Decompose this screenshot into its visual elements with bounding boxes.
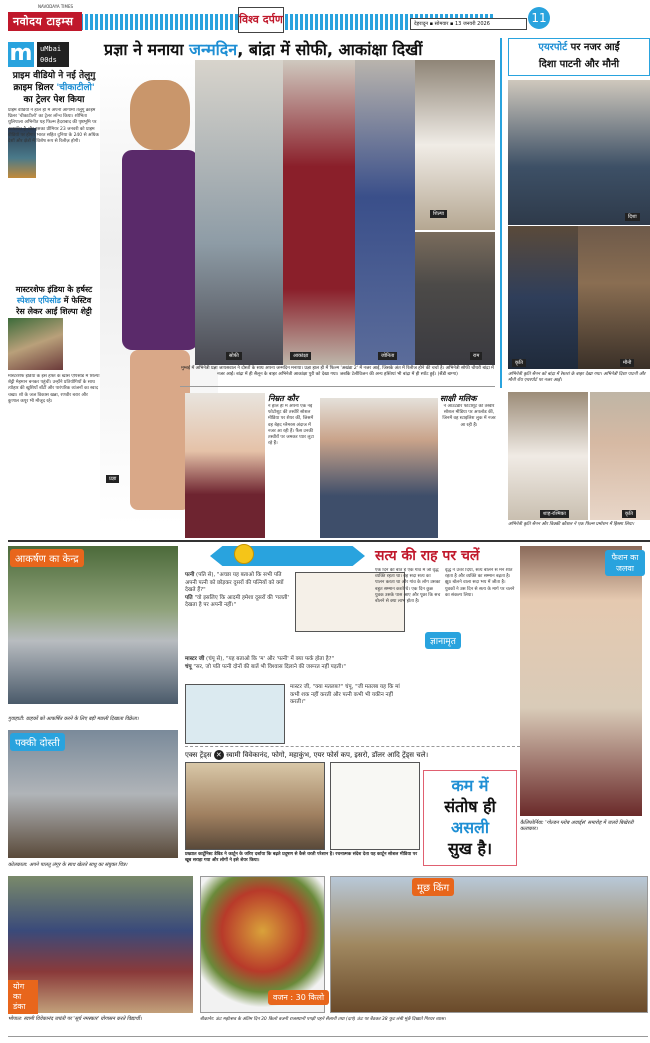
disha-photo [508, 80, 650, 225]
photo-label-kriti-premiere: कृति [622, 510, 636, 518]
yoga-tag: योग का डंका [8, 980, 38, 1014]
mumbai-badge-text: uMbai 00ds [37, 42, 69, 67]
cartoon-caption: प्रख्यात कार्टूनिस्ट डेविड ने कार्टून के जरिए दर्शाया कि बढ़ते प्रदूषण से कैसे धरती परेशान है। रचनात्मक संदेश देता यह कार्टून सोशल मीडिया पर खूब सराहा गया और लोगों ने इसे शेयर किया। [185, 852, 418, 863]
turban-tag: वजन : 30 किलो [268, 990, 329, 1005]
story2-body: मास्टरशेफ इंडिया के इस हफ्ते के खास एपिसोड में शिल्पा शेट्टी मेहमान बनकर पहुंचीं। उन्होंने प्रतियोगियों के साथ त्योहार की खुशियाँ बाँटीं और पारंपरिक व्यंजनों का स्वाद चखा। शो के जज विकास खन्ना, रणवीर बरार और कुणाल कपूर भी मौजूद रहे। [8, 374, 100, 404]
moustache-tag: मूछ किंग [412, 878, 454, 896]
joke1-speaker: पत्नी [185, 572, 195, 578]
story1-headline-highlight: 'चीकाटीलो' [56, 83, 95, 93]
main-headline [104, 38, 499, 60]
story1-headline-b: क्राइम थ्रिलर [13, 83, 54, 93]
sakshi-name: साक्षी मलिक [440, 394, 477, 403]
nimrat-name: निम्रत कौर [268, 394, 299, 403]
photo-label-sophie: सोफी [226, 352, 242, 360]
satya-col2: वृद्ध ने उत्तर दिया, सत्य बोलने से मन शांत रहता है और व्यक्ति का सम्मान बढ़ता है। झूठ बोलने वाला सदा भय में जीता है। युवकों ने उस दिन से सत्य के मार्ग पर चलने का संकल्प लिया। [445, 568, 515, 598]
photo-label-mouni: मौनी [620, 359, 634, 367]
main-headline-a: प्रज्ञा ने मनाया [104, 40, 184, 59]
airport-headline-b: दिशा पाटनी और मौनी [538, 59, 620, 70]
story1-headline-a: प्राइम वीडियो ने नई तेलुगु [12, 71, 96, 81]
airport-headline [508, 38, 650, 76]
page-number: 11 [528, 7, 550, 29]
joke2-text: "वो इसलिए कि आदमी हमेशा दूसरों की 'गलती' देखता है पर अपनी नहीं।" [185, 594, 289, 608]
sophie-photo [195, 60, 283, 365]
joke4-speaker: चंपू [185, 663, 192, 670]
joke2-speaker: पति [185, 594, 193, 601]
quote-line-4: सुख है। [447, 839, 493, 858]
photo-label-jonita: जोनिता [378, 352, 397, 360]
fish-tag: आकर्षण का केन्द्र [10, 549, 84, 567]
story2-headline-b: में फेस्टिव [63, 296, 92, 305]
joke3-text: (चंपू से), "यह बताओ कि 'म' और 'पत्नी' में क्या फर्क होता है?" [206, 656, 335, 662]
sakshi-photo [320, 398, 438, 538]
monkey-caption: कोलकाता: अपने पालतू लंगूर के साथ खेलते साधु का संयुक्त चित्र। [8, 862, 128, 868]
moustache-photo [330, 876, 648, 1013]
photo-label-akanksha: आकांक्षा [290, 352, 311, 360]
story2-headline-c: रेस लेकर आईं शिल्पा शेट्टी [16, 307, 92, 316]
joke3-speaker: मास्टर जी [185, 656, 205, 662]
photo-label-kriti: कृति [512, 359, 526, 367]
photo-credit: (सैंडी बाग्गा) [437, 372, 458, 377]
fashion-photo [520, 546, 642, 816]
masterchef-photo [8, 318, 63, 370]
photo-label-pragya: प्रज्ञा [106, 475, 119, 483]
main-story-caption-text: मुम्बई में अभिनेत्री प्रज्ञा जायसवाल ने दोस्तों के साथ अपना जन्मदिन मनाया। प्रज्ञा हाल ही में फिल्म 'अखंडा 2' में नजर आईं, जिसके अंत में रिलीज होने की चर्चा है। अभिनेत्री सोफी चौधरी बांद्रा में नजर आईं। बांद्रा में ही सैलून के बाहर अभिनेत्री आकांक्षा पुरी को देखा गया। जबकि टेलीविजन की अन्य हस्तियां भी बांद्रा में ही स्पॉट हुईं। [181, 366, 494, 377]
fashion-tag: फैशन का जलवा [605, 550, 645, 576]
ram-photo [415, 232, 495, 365]
photo-label-shah-rashmika: शाह-रश्मिका [540, 510, 569, 518]
akanksha-photo [283, 60, 355, 365]
shilpa-photo [415, 60, 495, 230]
fish-photo [8, 546, 178, 704]
photo-label-ram: राम [470, 352, 482, 360]
mumbai-badge-letter: m [9, 41, 33, 66]
section-title: विश्व दर्पण [238, 7, 284, 33]
satya-col1: एक दिन की बात है एक गांव में जो वृद्ध व्यक्ति रहता था। वह सदा सत्य का पालन करता था और गांव के लोग उसका बहुत सम्मान करते थे। एक दिन कुछ युवक उसके पास आए और पूछा कि सच बोलने से क्या लाभ होता है। [375, 568, 441, 605]
fashion-caption: कैलिफोर्निया: 'गोल्डन ग्लोब अवार्ड्स' समारोह में जलवे बिखेरती कलाकार। [520, 820, 634, 832]
story2-headline-highlight: स्पेशल एपिसोड [16, 296, 61, 305]
gyanamrit-badge: ज्ञानामृत [425, 632, 461, 649]
laughing-emoji-icon [234, 544, 254, 564]
quote-box [423, 770, 517, 866]
cartoon-right [330, 762, 420, 850]
x-logo-icon: ✕ [214, 750, 224, 760]
kriti-airport-photo [508, 226, 578, 369]
joke4-text: "सर, जो पति पत्नी दोनों की बातें भी विश्वास दिलाने की जरूरत नहीं पड़ती।" [193, 663, 346, 670]
shah-rashmika-photo [508, 392, 588, 520]
yoga-caption: भोपाल: स्वामी विवेकानंद जयंती पर 'सूर्य नमस्कार' योगासन करते विद्यार्थी। [8, 1016, 142, 1022]
main-headline-highlight: जन्मदिन [189, 40, 238, 59]
main-story-caption [180, 366, 495, 378]
nimrat-body: ने हाल ही में अपनी एक नई फोटोशूट की तस्वीरें सोशल मीडिया पर शेयर कीं, जिसमें वह बेहद ग्लैमरस अंदाज में नजर आ रही हैं। फैंस उनकी तस्वीरों पर जमकर प्यार लुटा रहे हैं। [268, 404, 314, 447]
dateline: देहरादून ▪ सोमवार ▪ 13 जनवरी 2026 [410, 18, 527, 30]
sakshi-body: ने आउटडोर फोटोशूट की तस्वीरें सोशल मीडिया पर अपलोड कीं, जिनमें वह स्टाइलिश लुक में नजर आ रही हैं। [442, 404, 496, 428]
main-headline-b: , बांद्रा में सोफी, आकांक्षा दिखीं [237, 40, 423, 59]
x-trends-bar [185, 746, 520, 760]
story2-headline-a: मास्टरशेफ इंडिया के हर्षस्ट [15, 285, 93, 294]
airport-caption: अभिनेत्री कृति सैनन को बांद्रा में रेस्तरां के बाहर देखा गया। अभिनेत्री दिशा पाटनी और मौनी रॉय एयरपोर्ट पर नजर आईं। [508, 372, 646, 383]
fish-caption: गुवाहाटी: ग्राहकों को आकर्षित करने के लिए बड़ी मछली दिखाता विक्रेता। [8, 716, 139, 722]
monkey-tag: पक्की दोस्ती [10, 733, 65, 751]
satya-headline: सत्य की राह पर चलें [375, 548, 480, 564]
quote-line-3: असली [450, 818, 490, 837]
premiere-caption: अभिनेत्री कृति सैनन और विक्की कौशल ने एक फिल्म प्रमोशन में हिस्सा लिया। [508, 522, 635, 527]
moustache-caption: बीकानेर: ऊंट महोत्सव के अंतिम दिन 30 किलो वजनी राजस्थानी पगड़ी पहने सैलानी तथा (दाएं) ऊंट पर बैठकर 38 फुट लंबी मूंछें दिखाते गिरधर व्यास। [200, 1017, 446, 1022]
photo-label-shilpa: शिल्पा [430, 210, 447, 218]
joke-cartoon-classroom [185, 684, 285, 744]
cartoon-left [185, 762, 325, 850]
photo-label-disha: दिशा [625, 213, 640, 221]
joke5-text: मास्टर जी, "क्या मतलब?" चंपू, "जी मतलब यह कि मां कभी शक नहीं करती और पत्नी कभी भी यकीन नहीं करती।" [290, 684, 400, 705]
kriti-premiere-photo [590, 392, 650, 520]
x-trends-label: एक्स ट्रेंड्स [185, 751, 212, 759]
logo-english-text: NAVODAYA TIMES [38, 4, 74, 9]
joke1-text: (पति से), "अच्छा यह बताओ कि सभी पति अपनी पत्नी को छोड़कर दूसरों की पत्नियों को क्यों देखते हैं?" [185, 572, 284, 593]
nimrat-photo [185, 393, 265, 538]
column-divider [500, 38, 502, 388]
quote-line-2: संतोष ही [444, 797, 496, 816]
quote-line-1: कम में [451, 776, 489, 795]
story1-body: प्राइम वीडियो ने हाल ही में अपनी आगामी तेलुगु क्राइम थ्रिलर 'चीकाटीलो' का ट्रेलर लॉन्च किया। शोभिता धुलिपाला अभिनीत यह फिल्म हैदराबाद की पृष्ठभूमि पर आधारित है और इसका प्रीमियर 23 जनवरी को प्राइम वीडियो पर होगा। भारत सहित दुनिया के 240 से अधिक देशों और क्षेत्रों में विशेष रूप से रिलीज़ होगी। [8, 108, 99, 145]
section-divider [180, 386, 495, 387]
airport-headline-a: पर नजर आईं [570, 42, 620, 53]
horizontal-divider [8, 540, 650, 542]
mouni-photo [578, 226, 650, 369]
jonita-photo [355, 60, 415, 365]
story1-headline-c: का ट्रेलर पेश किया [23, 95, 85, 105]
x-trends-text: स्वामी विवेकानंद, फोगो, महाकुंभ, एयर फोर्स कप, इसरो, डॉलर आदि ट्रेंड्स चले। [226, 751, 429, 759]
footer-rule [8, 1036, 648, 1037]
airport-headline-highlight: एयरपोर्ट [538, 42, 568, 53]
newspaper-logo[interactable]: नवोदय टाइम्स [8, 12, 82, 31]
